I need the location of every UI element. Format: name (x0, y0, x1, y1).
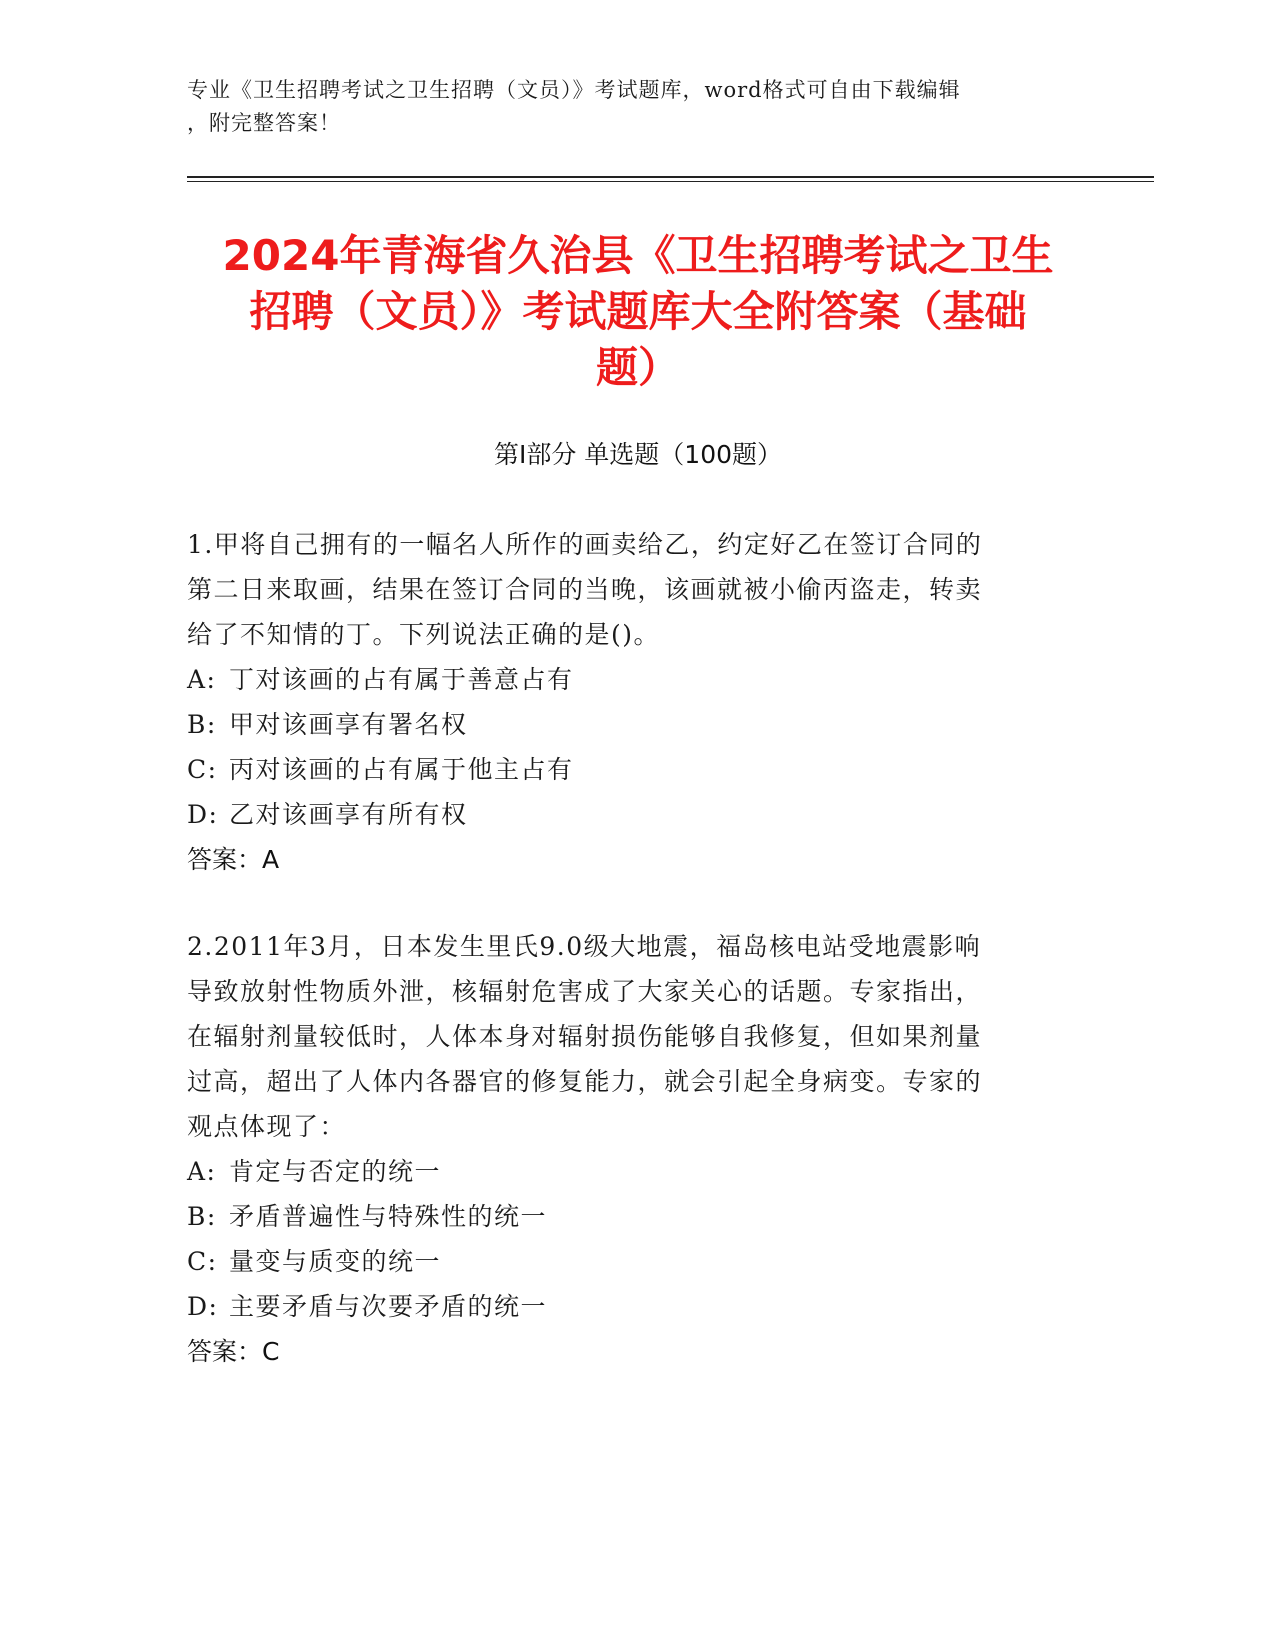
option-key: B: (187, 1202, 217, 1231)
question-stem-line: 过高，超出了人体内各器官的修复能力，就会引起全身病变。专家的 (187, 1067, 983, 1096)
header-note-line: ，附完整答案！ (187, 111, 341, 135)
title-line: 2024年青海省久治县《卫生招聘考试之卫生 (222, 231, 1054, 280)
option-d (187, 1284, 1067, 1329)
option-b (187, 702, 1067, 747)
option-text: 矛盾普遍性与特殊性的统一 (229, 1202, 548, 1231)
question-1 (187, 522, 1067, 882)
option-text: 丙对该画的占有属于他主占有 (229, 755, 574, 784)
answer: 答案：A (187, 845, 280, 874)
header-divider (187, 176, 1154, 178)
header-divider (187, 181, 1154, 182)
question-2 (187, 924, 1067, 1374)
question-stem-line: 给了不知情的丁。下列说法正确的是()。 (187, 620, 661, 649)
option-text: 甲对该画享有署名权 (229, 710, 468, 739)
answer: 答案：C (187, 1337, 280, 1366)
option-text: 肯定与否定的统一 (229, 1157, 442, 1186)
header-note-line: 专业《卫生招聘考试之卫生招聘（文员）》考试题库，word格式可自由下载编辑 (187, 78, 961, 102)
header-note (187, 74, 1087, 140)
document-title (187, 228, 1089, 396)
option-key: B: (187, 710, 217, 739)
question-stem-line: 导致放射性物质外泄，核辐射危害成了大家关心的话题。专家指出， (187, 977, 983, 1006)
question-stem-line: 第二日来取画，结果在签订合同的当晚，该画就被小偷丙盗走，转卖 (187, 575, 983, 604)
title-line: 题） (595, 343, 680, 392)
option-text: 主要矛盾与次要矛盾的统一 (229, 1292, 548, 1321)
option-a (187, 1149, 1067, 1194)
option-text: 量变与质变的统一 (229, 1247, 442, 1276)
option-text: 乙对该画享有所有权 (229, 800, 468, 829)
question-stem-line: 在辐射剂量较低时，人体本身对辐射损伤能够自我修复，但如果剂量 (187, 1022, 983, 1051)
option-c (187, 747, 1067, 792)
option-key: C: (187, 755, 218, 784)
title-line: 招聘（文员）》考试题库大全附答案（基础 (249, 287, 1027, 336)
option-key: C: (187, 1247, 218, 1276)
option-key: D: (187, 1292, 219, 1321)
option-key: A: (187, 1157, 217, 1186)
section-title: 第Ⅰ部分 单选题（100题） (493, 440, 783, 469)
option-d (187, 792, 1067, 837)
question-stem-line: 2.2011年3月，日本发生里氏9.0级大地震，福岛核电站受地震影响 (187, 932, 982, 961)
question-stem-line: 观点体现了： (187, 1112, 347, 1141)
option-text: 丁对该画的占有属于善意占有 (229, 665, 574, 694)
question-stem-line: 1.甲将自己拥有的一幅名人所作的画卖给乙，约定好乙在签订合同的 (187, 530, 983, 559)
option-b (187, 1194, 1067, 1239)
option-c (187, 1239, 1067, 1284)
option-a (187, 657, 1067, 702)
option-key: A: (187, 665, 217, 694)
option-key: D: (187, 800, 219, 829)
